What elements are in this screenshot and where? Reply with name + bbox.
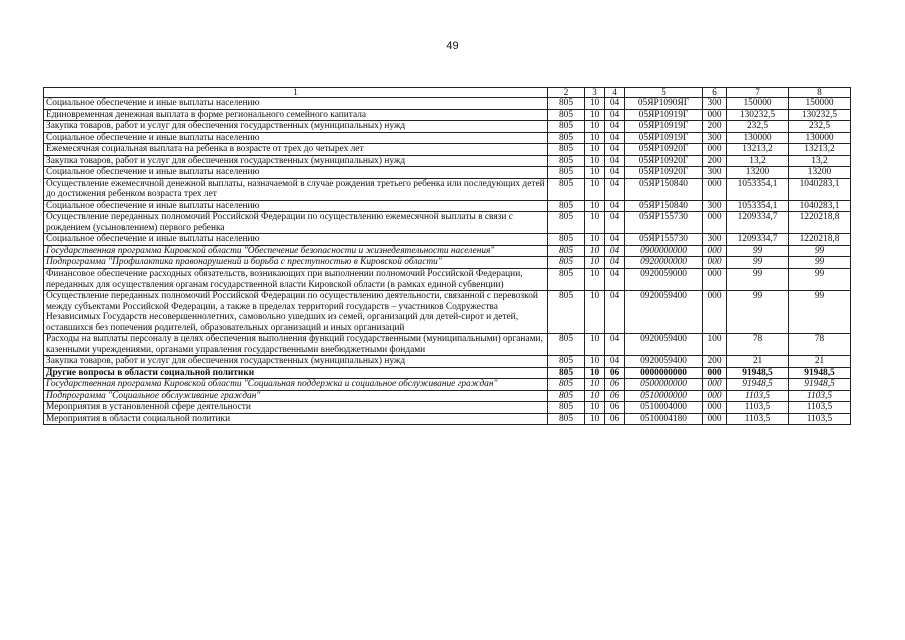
- row-section-cell: 10: [585, 167, 605, 179]
- row-section-cell: 10: [585, 155, 605, 167]
- row-amount-year2-cell: 1103,5: [789, 413, 851, 425]
- row-expense-type-cell: 000: [703, 291, 727, 334]
- table-row: [44, 390, 851, 402]
- row-amount-year2-cell: 150000: [789, 98, 851, 110]
- row-name-cell: Социальное обеспечение и иные выплаты населению: [44, 200, 548, 212]
- row-name-cell: Осуществление переданных полномочий Российской Федерации по осуществлению деятельности, связанной с перевозкой между субъектами Российской Федерации, а также в пределах территорий государств – участников Содружества Независимых Государств несовершеннолетних, самовольно ушедших из семей, организаций для детей-сирот и детей, оставшихся без попечения родителей, образовательных организаций и иных организаций: [44, 291, 548, 334]
- row-amount-year1-cell: 13200: [727, 167, 789, 179]
- row-section-cell: 10: [585, 121, 605, 133]
- row-amount-year1-cell: 1053354,1: [727, 200, 789, 212]
- row-code-cell: 805: [548, 390, 585, 402]
- row-amount-year1-cell: 1209334,7: [727, 234, 789, 246]
- table-row: [44, 144, 851, 156]
- row-subsection-cell: 04: [605, 98, 625, 110]
- row-amount-year1-cell: 1103,5: [727, 390, 789, 402]
- header-cell-3: 3: [585, 88, 605, 98]
- table-row: [44, 212, 851, 234]
- row-amount-year1-cell: 99: [727, 291, 789, 334]
- table-row: [44, 132, 851, 144]
- row-name-cell: Другие вопросы в области социальной политики: [44, 367, 548, 379]
- row-name-cell: Осуществление переданных полномочий Российской Федерации по осуществлению ежемесячной выплаты в связи с рождением (усыновлением) первого ребенка: [44, 212, 548, 234]
- row-name-cell: Расходы на выплаты персоналу в целях обеспечения выполнения функций государственными (муниципальными) органами, казенными учреждениями, органами управления государственными внебюджетными фондами: [44, 334, 548, 356]
- row-subsection-cell: 04: [605, 234, 625, 246]
- header-cell-2: 2: [548, 88, 585, 98]
- row-amount-year1-cell: 91948,5: [727, 367, 789, 379]
- row-name-cell: Подпрограмма "Социальное обслуживание граждан": [44, 390, 548, 402]
- row-section-cell: 10: [585, 402, 605, 414]
- row-name-cell: Мероприятия в области социальной политики: [44, 413, 548, 425]
- row-target-code-cell: 0500000000: [625, 379, 703, 391]
- row-amount-year2-cell: 99: [789, 291, 851, 334]
- row-code-cell: 805: [548, 167, 585, 179]
- row-code-cell: 805: [548, 109, 585, 121]
- row-code-cell: 805: [548, 334, 585, 356]
- row-code-cell: 805: [548, 155, 585, 167]
- header-cell-4: 4: [605, 88, 625, 98]
- row-target-code-cell: 05ЯР150840: [625, 178, 703, 200]
- table-row: [44, 268, 851, 290]
- row-subsection-cell: 04: [605, 132, 625, 144]
- row-amount-year1-cell: 91948,5: [727, 379, 789, 391]
- row-code-cell: 805: [548, 234, 585, 246]
- row-amount-year2-cell: 99: [789, 257, 851, 269]
- row-section-cell: 10: [585, 109, 605, 121]
- table-row: [44, 413, 851, 425]
- row-code-cell: 805: [548, 245, 585, 257]
- row-amount-year2-cell: 21: [789, 356, 851, 368]
- row-expense-type-cell: 300: [703, 98, 727, 110]
- row-amount-year1-cell: 21: [727, 356, 789, 368]
- table-row: [44, 402, 851, 414]
- row-target-code-cell: 0920059000: [625, 268, 703, 290]
- row-amount-year2-cell: 1220218,8: [789, 212, 851, 234]
- row-code-cell: 805: [548, 200, 585, 212]
- table-row: [44, 167, 851, 179]
- table-row: [44, 178, 851, 200]
- table-row: [44, 98, 851, 110]
- row-section-cell: 10: [585, 234, 605, 246]
- row-subsection-cell: 04: [605, 257, 625, 269]
- row-expense-type-cell: 300: [703, 200, 727, 212]
- table-row: [44, 379, 851, 391]
- row-amount-year2-cell: 13200: [789, 167, 851, 179]
- row-amount-year2-cell: 1040283,1: [789, 200, 851, 212]
- row-name-cell: Социальное обеспечение и иные выплаты населению: [44, 98, 548, 110]
- row-expense-type-cell: 000: [703, 178, 727, 200]
- row-name-cell: Мероприятия в установленной сфере деятельности: [44, 402, 548, 414]
- row-section-cell: 10: [585, 98, 605, 110]
- row-code-cell: 805: [548, 367, 585, 379]
- row-section-cell: 10: [585, 257, 605, 269]
- row-section-cell: 10: [585, 334, 605, 356]
- row-code-cell: 805: [548, 144, 585, 156]
- row-expense-type-cell: 000: [703, 212, 727, 234]
- table-row: [44, 234, 851, 246]
- row-name-cell: Государственная программа Кировской области "Социальная поддержка и социальное обслуживание граждан": [44, 379, 548, 391]
- row-subsection-cell: 04: [605, 109, 625, 121]
- row-amount-year1-cell: 99: [727, 257, 789, 269]
- table-row: [44, 155, 851, 167]
- row-code-cell: 805: [548, 212, 585, 234]
- row-section-cell: 10: [585, 268, 605, 290]
- row-amount-year1-cell: 99: [727, 268, 789, 290]
- row-subsection-cell: 06: [605, 402, 625, 414]
- row-target-code-cell: 05ЯР1090ЯГ: [625, 98, 703, 110]
- row-target-code-cell: 05ЯР10920Г: [625, 167, 703, 179]
- row-target-code-cell: 0510000000: [625, 390, 703, 402]
- row-section-cell: 10: [585, 144, 605, 156]
- row-target-code-cell: 0510004000: [625, 402, 703, 414]
- row-name-cell: Ежемесячная социальная выплата на ребенка в возрасте от трех до четырех лет: [44, 144, 548, 156]
- row-expense-type-cell: 300: [703, 132, 727, 144]
- table-row: [44, 367, 851, 379]
- row-code-cell: 805: [548, 178, 585, 200]
- row-target-code-cell: 0900000000: [625, 245, 703, 257]
- row-amount-year2-cell: 99: [789, 268, 851, 290]
- row-subsection-cell: 04: [605, 268, 625, 290]
- header-cell-1: 1: [44, 88, 548, 98]
- table-row: [44, 356, 851, 368]
- row-subsection-cell: 06: [605, 379, 625, 391]
- row-amount-year2-cell: 130000: [789, 132, 851, 144]
- row-amount-year2-cell: 1220218,8: [789, 234, 851, 246]
- header-cell-5: 5: [625, 88, 703, 98]
- row-amount-year2-cell: 13213,2: [789, 144, 851, 156]
- row-subsection-cell: 04: [605, 167, 625, 179]
- row-amount-year2-cell: 232,5: [789, 121, 851, 133]
- table-row: [44, 200, 851, 212]
- row-section-cell: 10: [585, 178, 605, 200]
- row-subsection-cell: 06: [605, 413, 625, 425]
- header-cell-6: 6: [703, 88, 727, 98]
- row-name-cell: Государственная программа Кировской области "Обеспечение безопасности и жизнедеятельности населения": [44, 245, 548, 257]
- table-row: [44, 121, 851, 133]
- row-expense-type-cell: 000: [703, 413, 727, 425]
- row-amount-year1-cell: 1103,5: [727, 402, 789, 414]
- row-code-cell: 805: [548, 98, 585, 110]
- row-amount-year2-cell: 1103,5: [789, 402, 851, 414]
- row-expense-type-cell: 000: [703, 379, 727, 391]
- row-section-cell: 10: [585, 356, 605, 368]
- row-expense-type-cell: 000: [703, 109, 727, 121]
- row-code-cell: 805: [548, 121, 585, 133]
- header-cell-8: 8: [789, 88, 851, 98]
- row-target-code-cell: 0920000000: [625, 257, 703, 269]
- row-expense-type-cell: 000: [703, 144, 727, 156]
- row-amount-year2-cell: 99: [789, 245, 851, 257]
- page-number: 49: [446, 40, 459, 52]
- row-name-cell: Социальное обеспечение и иные выплаты населению: [44, 167, 548, 179]
- row-section-cell: 10: [585, 291, 605, 334]
- row-amount-year1-cell: 1103,5: [727, 413, 789, 425]
- row-code-cell: 805: [548, 132, 585, 144]
- row-amount-year2-cell: 1040283,1: [789, 178, 851, 200]
- row-code-cell: 805: [548, 257, 585, 269]
- row-section-cell: 10: [585, 379, 605, 391]
- row-subsection-cell: 04: [605, 212, 625, 234]
- row-expense-type-cell: 000: [703, 402, 727, 414]
- row-amount-year1-cell: 13,2: [727, 155, 789, 167]
- row-name-cell: Закупка товаров, работ и услуг для обеспечения государственных (муниципальных) нужд: [44, 121, 548, 133]
- row-target-code-cell: 05ЯР10919Г: [625, 132, 703, 144]
- row-target-code-cell: 05ЯР10919Г: [625, 121, 703, 133]
- row-subsection-cell: 04: [605, 155, 625, 167]
- row-section-cell: 10: [585, 132, 605, 144]
- row-amount-year1-cell: 130000: [727, 132, 789, 144]
- row-amount-year1-cell: 150000: [727, 98, 789, 110]
- row-expense-type-cell: 100: [703, 334, 727, 356]
- row-name-cell: Финансовое обеспечение расходных обязательств, возникающих при выполнении полномочий Российской Федерации, переданных для осуществления органам государственной власти Кировской области (в рамках единой субвенции): [44, 268, 548, 290]
- row-section-cell: 10: [585, 200, 605, 212]
- row-amount-year2-cell: 91948,5: [789, 379, 851, 391]
- row-code-cell: 805: [548, 291, 585, 334]
- row-expense-type-cell: 000: [703, 367, 727, 379]
- row-subsection-cell: 04: [605, 121, 625, 133]
- row-expense-type-cell: 200: [703, 155, 727, 167]
- header-cell-7: 7: [727, 88, 789, 98]
- row-subsection-cell: 06: [605, 390, 625, 402]
- row-expense-type-cell: 000: [703, 245, 727, 257]
- row-expense-type-cell: 000: [703, 257, 727, 269]
- row-amount-year1-cell: 1209334,7: [727, 212, 789, 234]
- table-body: [44, 88, 851, 425]
- row-code-cell: 805: [548, 356, 585, 368]
- table-row: [44, 334, 851, 356]
- row-target-code-cell: 0510004180: [625, 413, 703, 425]
- row-amount-year2-cell: 91948,5: [789, 367, 851, 379]
- row-amount-year1-cell: 1053354,1: [727, 178, 789, 200]
- row-target-code-cell: 05ЯР10919Г: [625, 109, 703, 121]
- row-subsection-cell: 06: [605, 367, 625, 379]
- row-subsection-cell: 04: [605, 144, 625, 156]
- row-name-cell: Закупка товаров, работ и услуг для обеспечения государственных (муниципальных) нужд: [44, 356, 548, 368]
- row-subsection-cell: 04: [605, 178, 625, 200]
- row-target-code-cell: 05ЯР10920Г: [625, 144, 703, 156]
- row-code-cell: 805: [548, 268, 585, 290]
- row-target-code-cell: 05ЯР10920Г: [625, 155, 703, 167]
- row-amount-year1-cell: 99: [727, 245, 789, 257]
- row-name-cell: Осуществление ежемесячной денежной выплаты, назначаемой в случае рождения третьего ребенка или последующих детей до достижения ребенком возраста трех лет: [44, 178, 548, 200]
- table-row: [44, 245, 851, 257]
- row-subsection-cell: 04: [605, 334, 625, 356]
- table-row: [44, 291, 851, 334]
- row-amount-year2-cell: 78: [789, 334, 851, 356]
- row-code-cell: 805: [548, 402, 585, 414]
- row-target-code-cell: 05ЯР150840: [625, 200, 703, 212]
- row-subsection-cell: 04: [605, 245, 625, 257]
- row-target-code-cell: 0920059400: [625, 291, 703, 334]
- row-name-cell: Закупка товаров, работ и услуг для обеспечения государственных (муниципальных) нужд: [44, 155, 548, 167]
- table-header-row: [44, 88, 851, 98]
- row-subsection-cell: 04: [605, 200, 625, 212]
- row-amount-year1-cell: 13213,2: [727, 144, 789, 156]
- row-target-code-cell: 0920059400: [625, 356, 703, 368]
- row-amount-year1-cell: 130232,5: [727, 109, 789, 121]
- row-subsection-cell: 04: [605, 291, 625, 334]
- row-expense-type-cell: 200: [703, 356, 727, 368]
- row-code-cell: 805: [548, 379, 585, 391]
- row-name-cell: Социальное обеспечение и иные выплаты населению: [44, 234, 548, 246]
- row-amount-year2-cell: 1103,5: [789, 390, 851, 402]
- row-section-cell: 10: [585, 390, 605, 402]
- row-section-cell: 10: [585, 212, 605, 234]
- row-section-cell: 10: [585, 367, 605, 379]
- row-expense-type-cell: 300: [703, 234, 727, 246]
- row-section-cell: 10: [585, 245, 605, 257]
- row-target-code-cell: 0920059400: [625, 334, 703, 356]
- row-section-cell: 10: [585, 413, 605, 425]
- table-row: [44, 109, 851, 121]
- row-target-code-cell: 05ЯР155730: [625, 234, 703, 246]
- row-expense-type-cell: 000: [703, 268, 727, 290]
- row-amount-year2-cell: 130232,5: [789, 109, 851, 121]
- row-expense-type-cell: 300: [703, 167, 727, 179]
- row-expense-type-cell: 200: [703, 121, 727, 133]
- row-code-cell: 805: [548, 413, 585, 425]
- row-amount-year2-cell: 13,2: [789, 155, 851, 167]
- row-target-code-cell: 0000000000: [625, 367, 703, 379]
- row-name-cell: Подпрограмма "Профилактика правонарушений и борьба с преступностью в Кировской области": [44, 257, 548, 269]
- row-name-cell: Социальное обеспечение и иные выплаты населению: [44, 132, 548, 144]
- budget-table: [43, 87, 851, 425]
- row-expense-type-cell: 000: [703, 390, 727, 402]
- row-amount-year1-cell: 78: [727, 334, 789, 356]
- row-amount-year1-cell: 232,5: [727, 121, 789, 133]
- row-target-code-cell: 05ЯР155730: [625, 212, 703, 234]
- row-subsection-cell: 04: [605, 356, 625, 368]
- table-row: [44, 257, 851, 269]
- row-name-cell: Единовременная денежная выплата в форме регионального семейного капитала: [44, 109, 548, 121]
